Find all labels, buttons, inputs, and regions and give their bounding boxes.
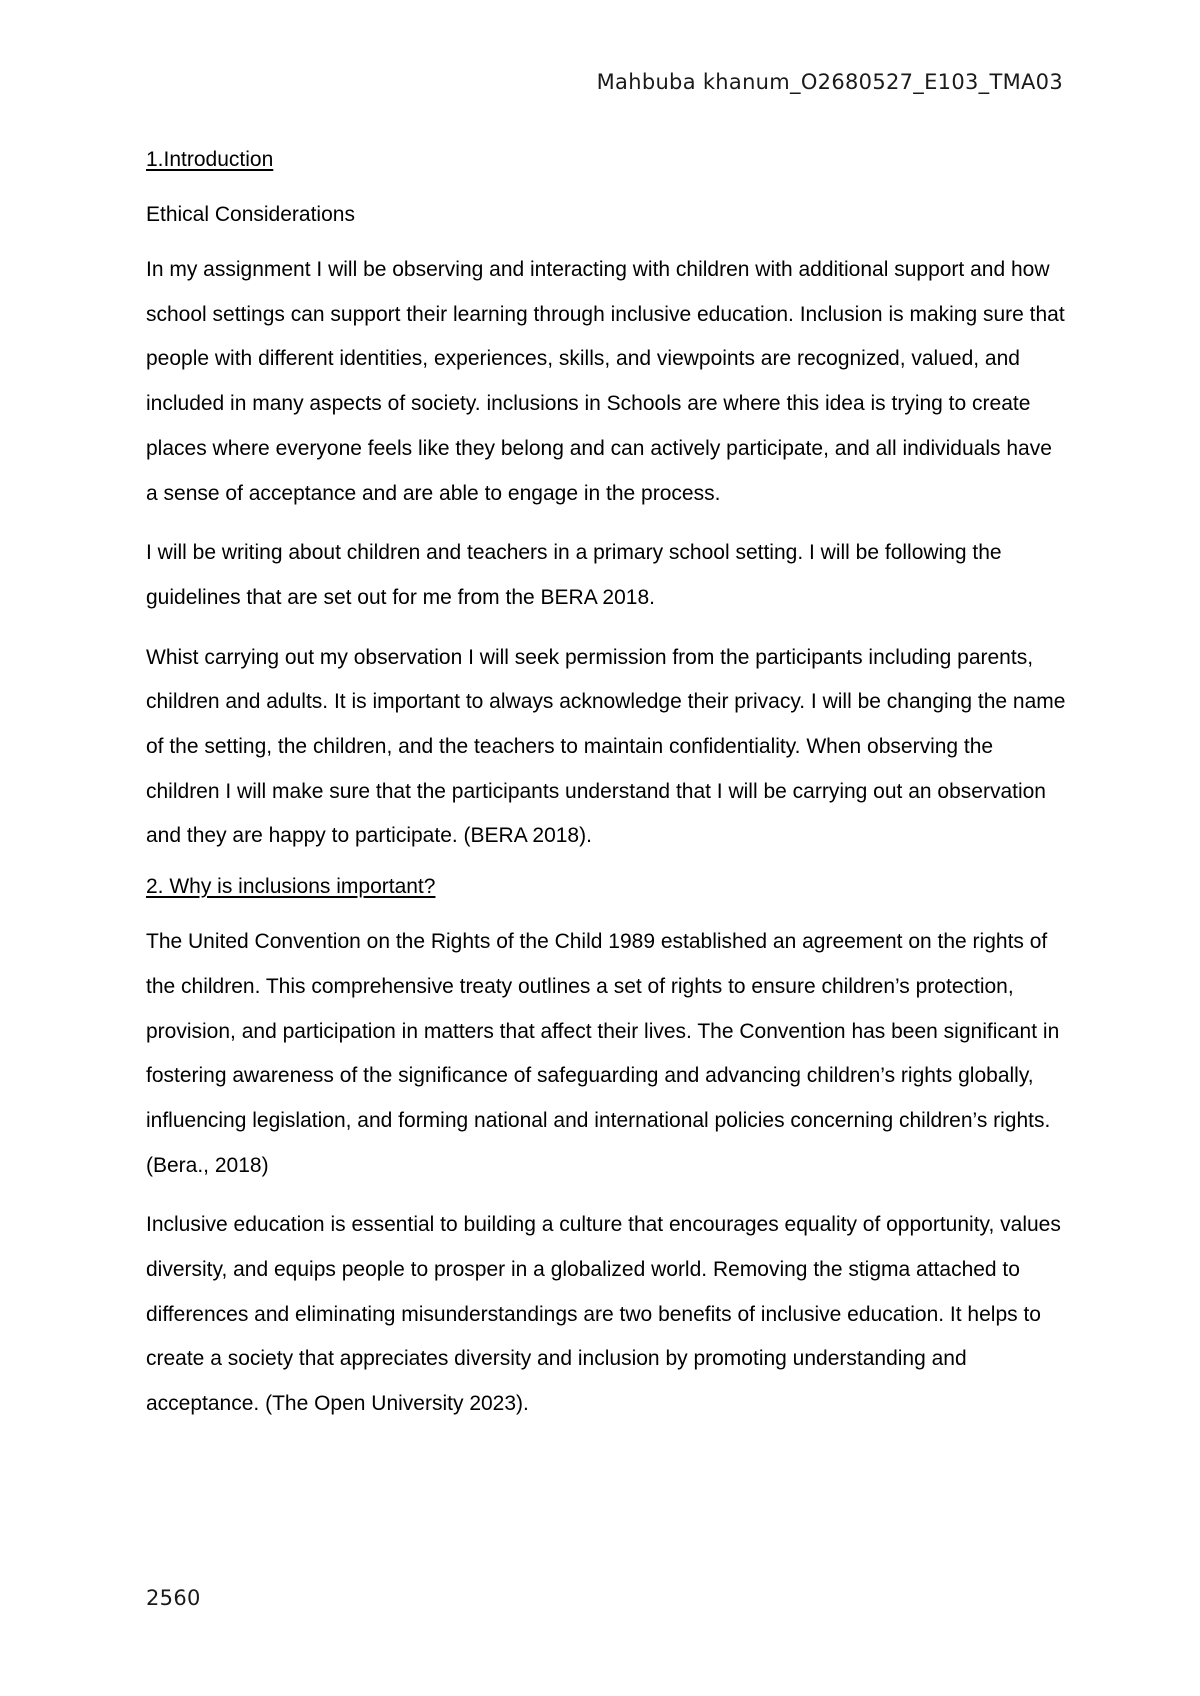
document-body	[146, 147, 1066, 1442]
paragraph-permission: Whist carrying out my observation I will seek permission from the participants including parents, children and adults. It is important to always acknowledge their privacy. I will be changing the name of the setting, the children, and the teachers to maintain confidentiality. When observing the children I will make sure that the participants understand that I will be carrying out an observation and they are happy to participate. (BERA 2018).	[146, 645, 1066, 848]
section-heading-introduction: 1.Introduction	[146, 148, 274, 171]
paragraph-inclusion-definition: In my assignment I will be observing and interacting with children with additional support and how school settings can support their learning through inclusive education. Inclusion is making sure that people with different identities, experiences, skills, and viewpoints are recognized, valued, and included in many aspects of society. inclusions in Schools are where this idea is trying to create places where everyone feels like they belong and can actively participate, and all individuals have a sense of acceptance and are able to engage in the process.	[146, 258, 1065, 505]
paragraph-uncrc: The United Convention on the Rights of the Child 1989 established an agreement on the rights of the children. This comprehensive treaty outlines a set of rights to ensure children’s protection, provision, and participation in matters that affect their lives. The Convention has been significant in fostering awareness of the significance of safeguarding and advancing children’s rights globally, influencing legislation, and forming national and international policies concerning children’s rights. (Bera., 2018)	[146, 930, 1060, 1177]
section-heading-why-inclusion: 2. Why is inclusions important?	[146, 875, 436, 899]
subheading-ethical-considerations: Ethical Considerations	[146, 203, 355, 226]
page-header: Mahbuba khanum_O2680527_E103_TMA03	[596, 70, 1063, 94]
word-count: 2560	[146, 1586, 201, 1610]
paragraph-inclusive-education: Inclusive education is essential to building a culture that encourages equality of opportunity, values diversity, and equips people to prosper in a globalized world. Removing the stigma attached to differences and eliminating misunderstandings are two benefits of inclusive education. It helps to create a society that appreciates diversity and inclusion by promoting understanding and acceptance. (The Open University 2023).	[146, 1213, 1061, 1416]
paragraph-setting: I will be writing about children and teachers in a primary school setting. I will be following the guidelines that are set out for me from the BERA 2018.	[146, 541, 1002, 609]
